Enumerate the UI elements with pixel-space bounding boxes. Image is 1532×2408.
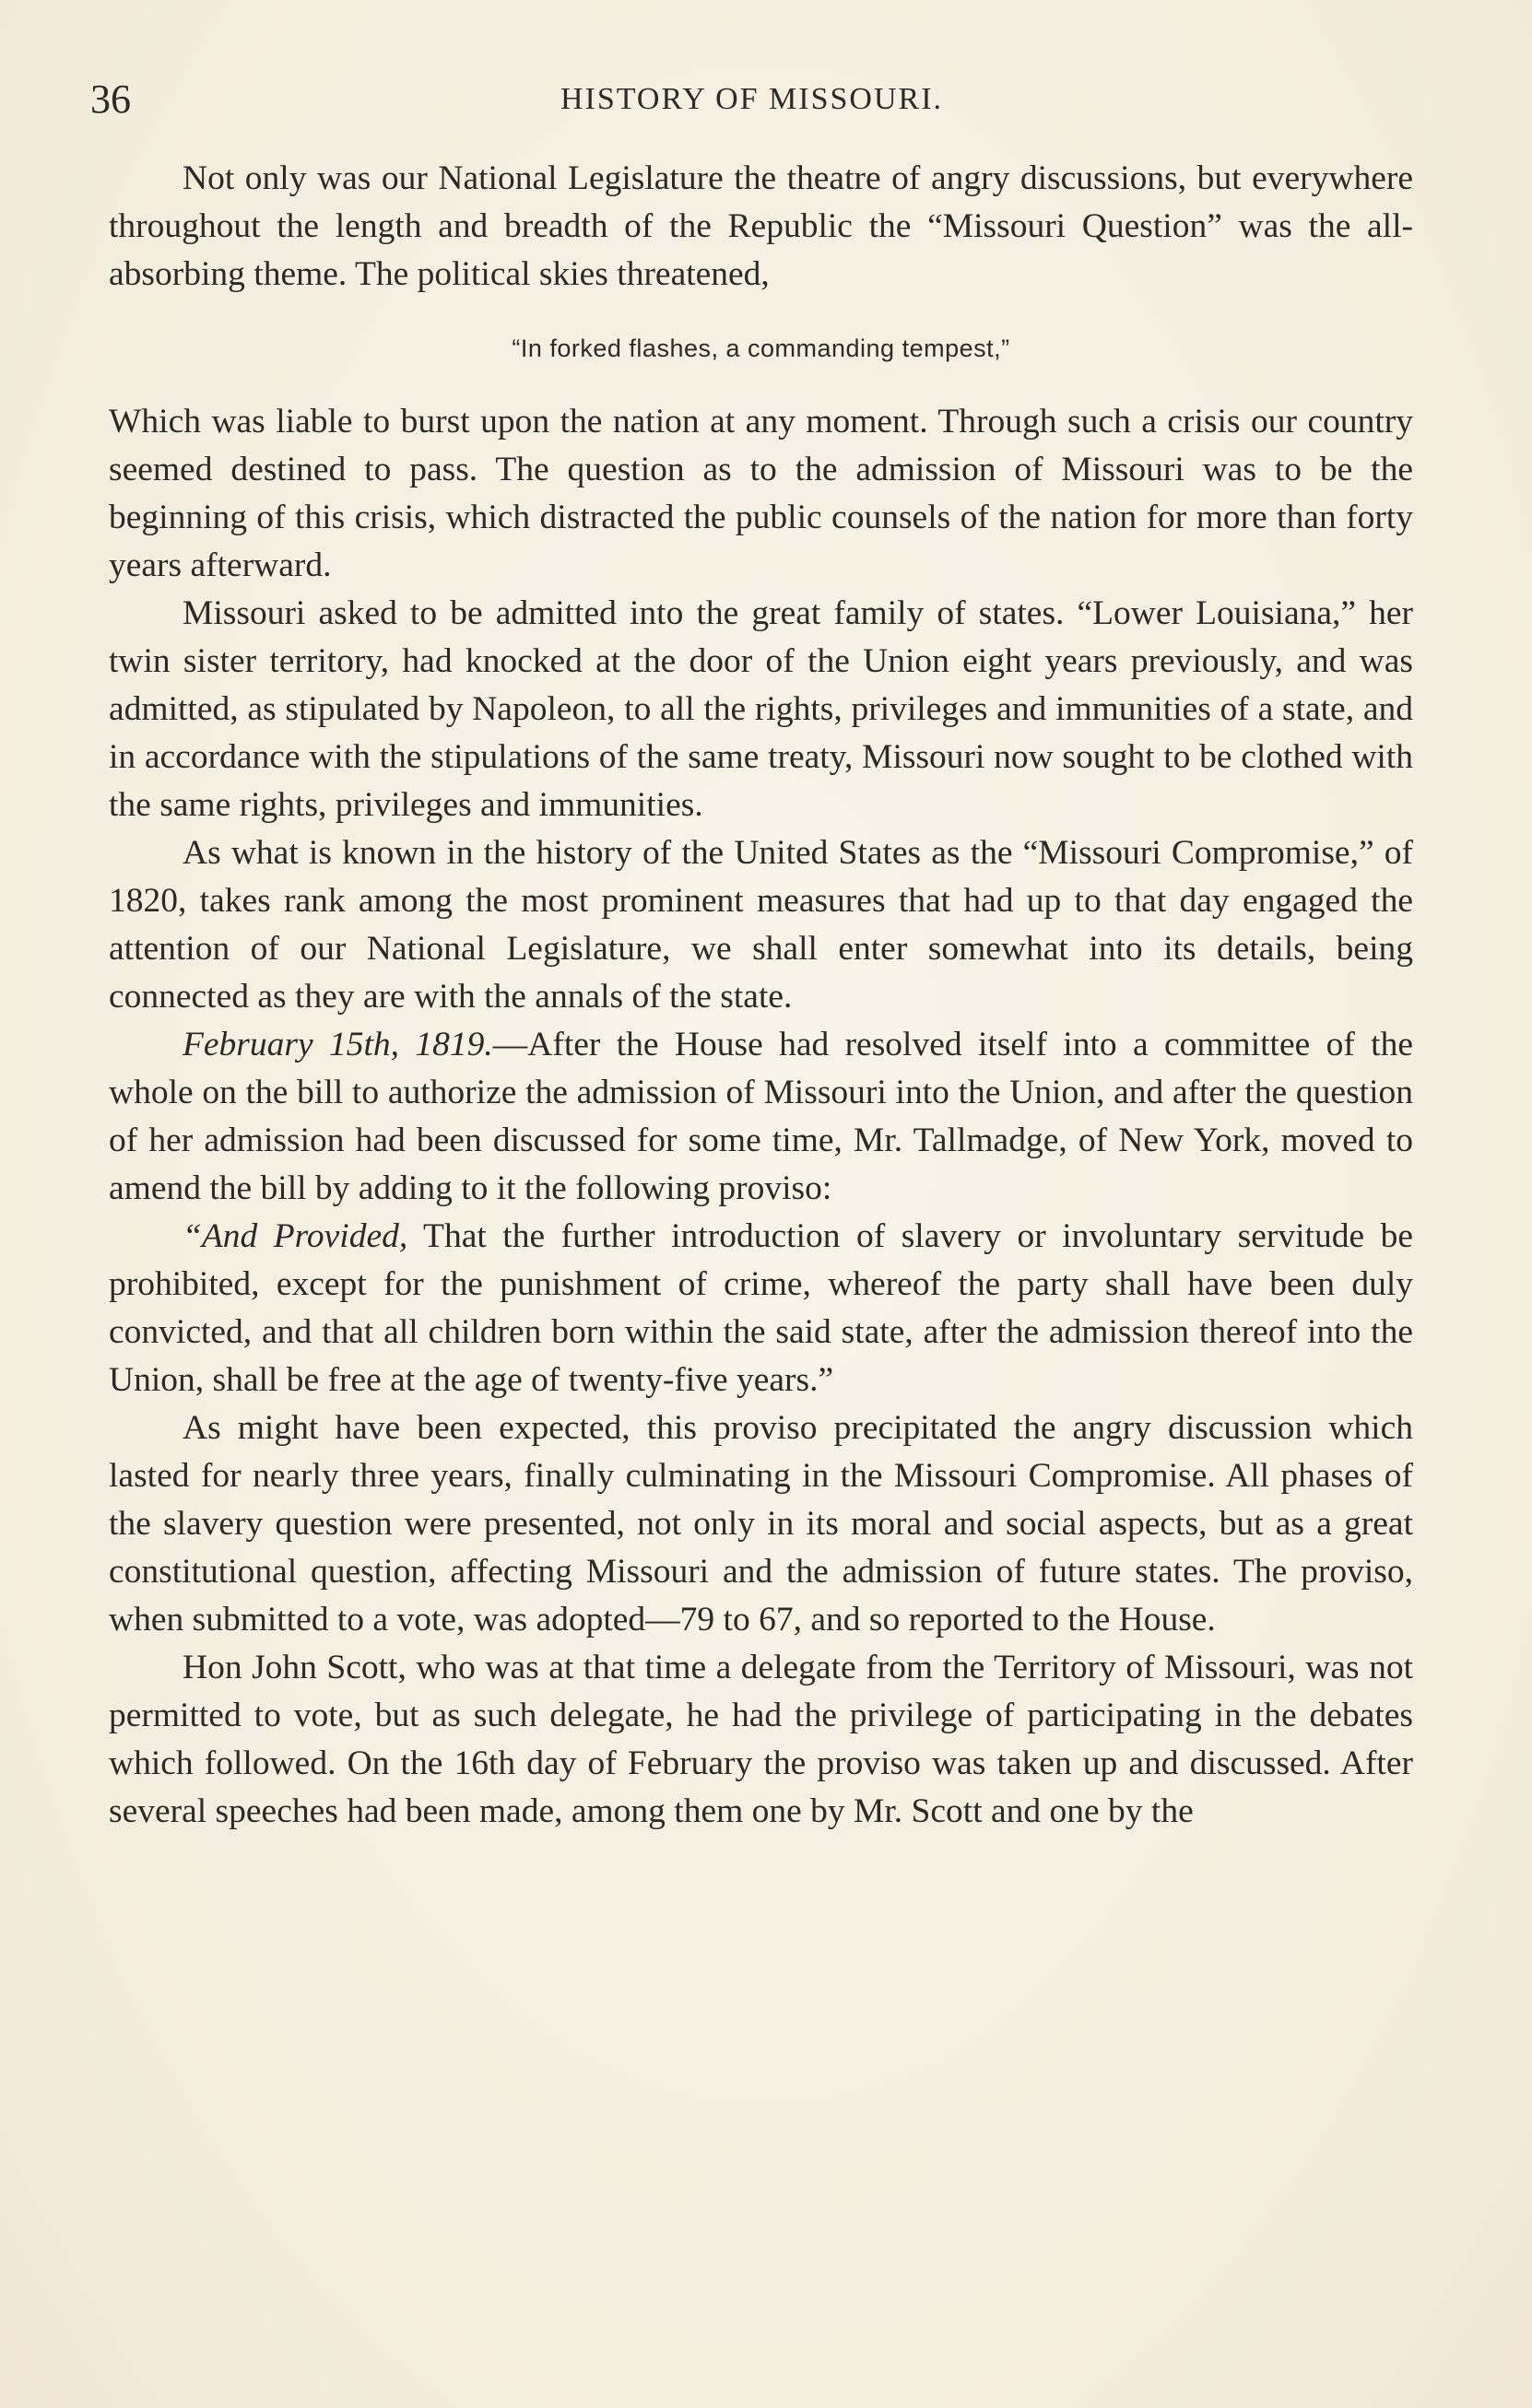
paragraph-compromise: As what is known in the history of the United States as the “Missouri Compromise,” of 1820, takes rank among the most prominent measures that had up to that day engaged the attention of our National Legislature, we shall enter somewhat into its details, being connected as they are with the annals of the state. bbox=[109, 834, 1413, 1016]
paragraph-february-15-text: —After the House had resolved itself into a committee of the whole on the bill to authorize the admission of Missouri into the Union, and after the question of her admission had been discussed for some time, Mr. Tallmadge, of New York, moved to amend the bill by adding to it the following proviso: bbox=[109, 1026, 1413, 1207]
proviso-text: That the further introduction of slavery or involuntary servitude be prohibited, except for the punishment of crime, whereof the party shall have been duly convicted, and that all children born within the said state, after the admission thereof into the Union, shall be free at the age of twenty-five years.” bbox=[109, 1217, 1413, 1399]
body-text bbox=[109, 155, 1413, 1836]
paragraph-proviso bbox=[109, 1213, 1413, 1404]
paragraph-vote: As might have been expected, this proviso precipitated the angry discussion which lasted for nearly three years, finally culminating in the Missouri Compromise. All phases of the slavery question were presented, not only in its moral and social aspects, but as a great constitutional question, affecting Missouri and the admission of future states. The proviso, when submitted to a vote, was adopted—79 to 67, and so reported to the House. bbox=[109, 1409, 1413, 1639]
proviso-lead: “And Provided, bbox=[183, 1217, 408, 1255]
page-header bbox=[90, 72, 1413, 127]
paragraph-crisis: Which was liable to burst upon the nation at any moment. Through such a crisis our country seemed destined to pass. The question as to the admission of Missouri was to be the beginning of this crisis, which distracted the public counsels of the nation for more than forty years afterward. bbox=[109, 403, 1413, 584]
paragraph-admission-request: Missouri asked to be admitted into the great family of states. “Lower Louisiana,” her twin sister territory, had knocked at the door of the Union eight years previously, and was admitted, as stipulated by Napoleon, to all the rights, privileges and immunities of a state, and in accordance with the stipulations of the same treaty, Missouri now sought to be clothed with the same rights, privileges and immunities. bbox=[109, 594, 1413, 824]
paragraph-john-scott: Hon John Scott, who was at that time a delegate from the Territory of Missouri, was not permitted to vote, but as such delegate, he had the privilege of participating in the debates which followed. On the 16th day of February the proviso was taken up and discussed. After several speeches had been made, among them one by Mr. Scott and one by the bbox=[109, 1649, 1413, 1830]
epigraph-quote: “In forked flashes, a commanding tempest,” bbox=[512, 335, 1010, 362]
page-number: 36 bbox=[90, 76, 131, 122]
date-heading: February 15th, 1819. bbox=[183, 1026, 493, 1063]
paragraph-february-15 bbox=[109, 1021, 1413, 1213]
running-title: HISTORY OF MISSOURI. bbox=[560, 82, 944, 116]
paragraph-intro: Not only was our National Legislature the theatre of angry discussions, but everywhere throughout the length and breadth of the Republic the “Missouri Question” was the all-absorbing theme. The political skies threatened, bbox=[109, 159, 1413, 293]
